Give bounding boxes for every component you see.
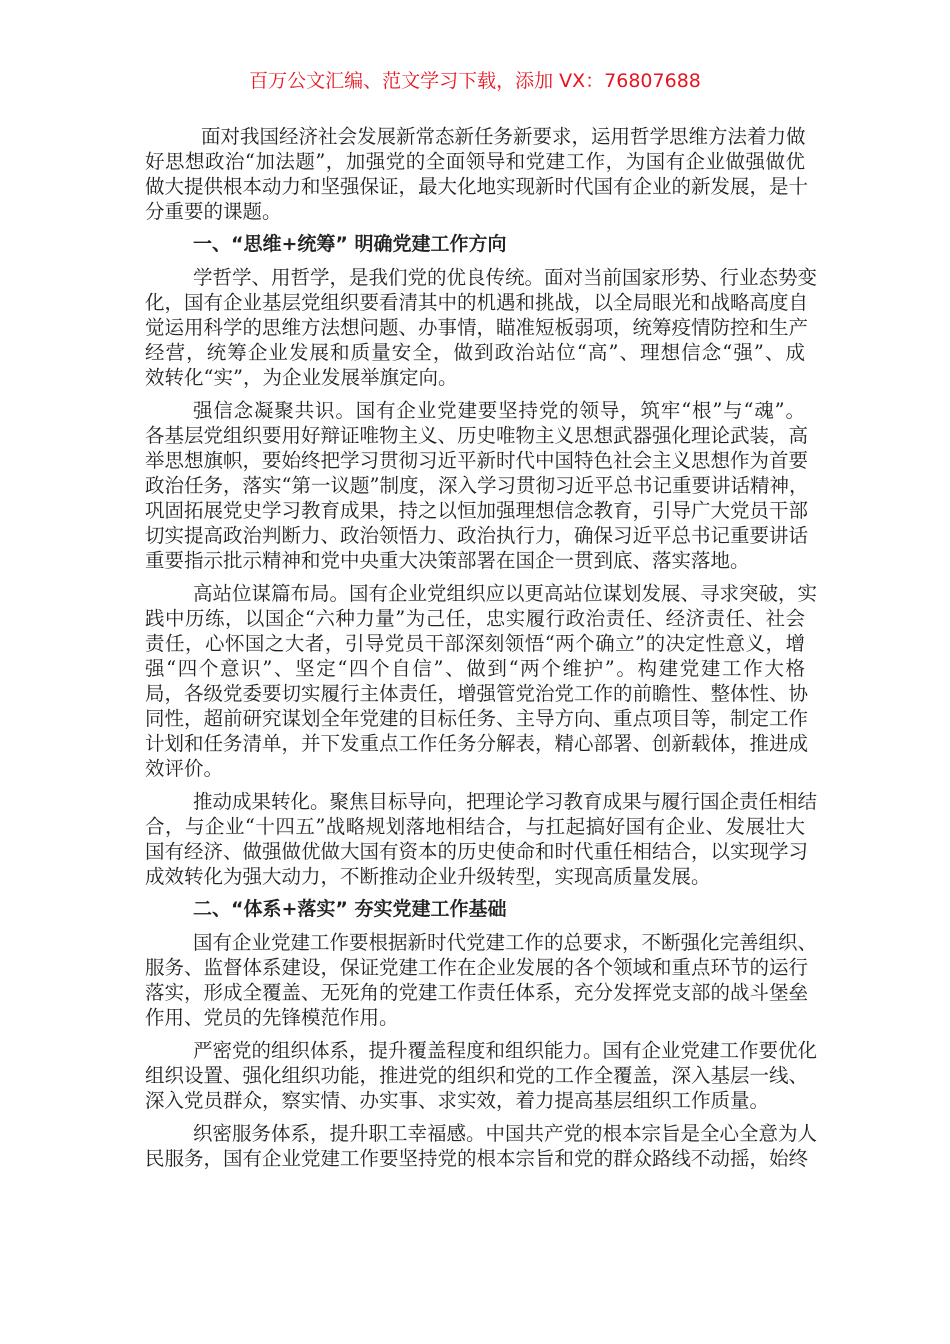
- text-line: 推动成果转化。聚焦目标导向，把理论学习教育成果与履行国企责任相结: [193, 790, 818, 813]
- paragraph: [145, 124, 809, 224]
- text-line: 织密服务体系，提升职工幸福感。中国共产党的根本宗旨是全心全意为人: [193, 1122, 818, 1145]
- text-line: 举思想旗帜，要始终把学习贯彻习近平新时代中国特色社会主义思想作为首要: [145, 449, 809, 472]
- paragraph: [145, 581, 818, 781]
- text-line: 践中历练，以国企“六种力量”为己任，忠实履行政治责任、经济责任、社会: [145, 607, 805, 630]
- text-line: 深入党员群众，察实情、办实事、求实效，着力提高基层组织工作质量。: [145, 1089, 770, 1112]
- text-line: 切实提高政治判断力、政治领悟力、政治执行力，确保习近平总书记重要讲话: [145, 524, 809, 547]
- document-body: [145, 124, 818, 1179]
- text-line: 学哲学、用哲学，是我们党的优良传统。面对当前国家形势、行业态势变: [193, 266, 818, 289]
- text-line: 效评价。: [145, 757, 224, 780]
- text-line: 政治任务，落实“第一议题”制度，深入学习贯彻习近平总书记重要讲话精神，: [145, 474, 809, 497]
- section-heading: 二、“体系+落实” 夯实党建工作基础: [193, 898, 507, 920]
- text-line: 面对我国经济社会发展新常态新任务新要求，运用哲学思维方法着力做: [201, 125, 806, 148]
- text-line: 高站位谋篇布局。国有企业党组织应以更高站位谋划发展、寻求突破，实: [193, 582, 818, 605]
- text-line: 觉运用科学的思维方法想问题、办事情，瞄准短板弱项，统筹疫情防控和生产: [145, 316, 809, 339]
- text-line: 好思想政治“加法题”，加强党的全面领导和党建工作，为国有企业做强做优: [145, 150, 805, 173]
- text-line: 责任，心怀国之大者，引导党员干部深刻领悟“两个确立”的决定性意义，增: [145, 632, 805, 655]
- text-line: 成效转化为强大动力，不断推动企业升级转型，实现高质量发展。: [145, 865, 711, 888]
- paragraph: [145, 1038, 818, 1113]
- text-line: 合，与企业“十四五”战略规划落地相结合，与扛起搞好国有企业、发展壮大: [145, 815, 805, 838]
- section-heading: 一、“思维+统筹” 明确党建工作方向: [193, 233, 507, 255]
- paragraph: [145, 398, 809, 573]
- text-line: 严密党的组织体系，提升覆盖程度和组织能力。国有企业党建工作要优化: [193, 1039, 818, 1062]
- text-line: 民服务，国有企业党建工作要坚持党的根本宗旨和党的群众路线不动摇，始终: [145, 1147, 809, 1170]
- text-line: 作用、党员的先锋模范作用。: [145, 1006, 399, 1029]
- paragraph: [145, 930, 818, 1030]
- text-line: 效转化“实”，为企业发展举旗定向。: [145, 366, 458, 389]
- paragraph: [145, 789, 818, 889]
- text-line: 化，国有企业基层党组织要看清其中的机遇和挑战，以全局眼光和战略高度自: [145, 291, 809, 314]
- text-line: 各基层党组织要用好辩证唯物主义、历史唯物主义思想武器强化理论武装，高: [145, 424, 809, 447]
- text-line: 巩固拓展党史学习教育成果，持之以恒加强理想信念教育，引导广大党员干部: [145, 499, 809, 522]
- text-line: 重要指示批示精神和党中央重大决策部署在国企一贯到底、落实落地。: [145, 549, 750, 572]
- text-line: 落实，形成全覆盖、无死角的党建工作责任体系，充分发挥党支部的战斗堡垒: [145, 981, 809, 1004]
- text-line: 计划和任务清单，并下发重点工作任务分解表，精心部署、创新载体，推进成: [145, 732, 809, 755]
- text-line: 分重要的课题。: [145, 200, 282, 223]
- text-line: 局，各级党委要切实履行主体责任，增强管党治党工作的前瞻性、整体性、协: [145, 682, 809, 705]
- paragraph: [145, 1121, 818, 1171]
- text-line: 做大提供根本动力和坚强保证，最大化地实现新时代国有企业的新发展，是十: [145, 175, 809, 198]
- paragraph: [145, 265, 818, 390]
- text-line: 服务、监督体系建设，保证党建工作在企业发展的各个领域和重点环节的运行: [145, 956, 809, 979]
- text-line: 国有企业党建工作要根据新时代党建工作的总要求，不断强化完善组织、: [193, 931, 818, 954]
- text-line: 经营，统筹企业发展和质量安全，做到政治站位“高”、理想信念“强”、成: [145, 341, 805, 364]
- text-line: 国有经济、做强做优做大国有资本的历史使命和时代重任相结合，以实现学习: [145, 840, 809, 863]
- text-line: 强信念凝聚共识。国有企业党建要坚持党的领导，筑牢“根”与“魂”。: [193, 399, 805, 422]
- text-line: 强“四个意识”、坚定“四个自信”、做到“两个维护”。构建党建工作大格: [145, 657, 805, 680]
- text-line: 同性，超前研究谋划全年党建的目标任务、主导方向、重点项目等，制定工作: [145, 707, 809, 730]
- text-line: 组织设置、强化组织功能，推进党的组织和党的工作全覆盖，深入基层一线、: [145, 1064, 809, 1087]
- watermark-banner: 百万公文汇编、范文学习下载，添加 VX：76807688: [249, 70, 701, 92]
